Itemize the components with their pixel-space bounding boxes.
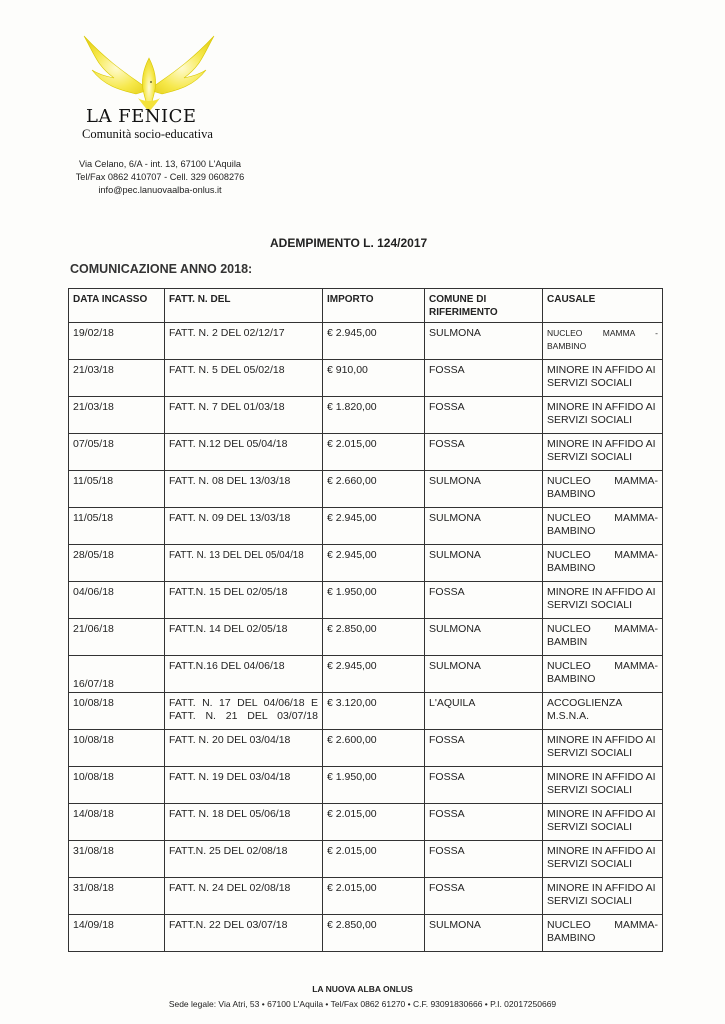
cell-causale: MINORE IN AFFIDO AI SERVIZI SOCIALI — [543, 878, 663, 915]
table-row — [69, 841, 663, 878]
table-row — [69, 471, 663, 508]
cell-fattura: FATT. N. 17 DEL 04/06/18 E FATT. N. 21 DEL 03/07/18 — [165, 693, 323, 730]
cell-causale: MINORE IN AFFIDO AI SERVIZI SOCIALI — [543, 582, 663, 619]
cell-causale: NUCLEO MAMMA-BAMBINO — [543, 508, 663, 545]
cell-comune: SULMONA — [425, 619, 543, 656]
cell-data: 14/08/18 — [69, 804, 165, 841]
cell-data: 21/03/18 — [69, 360, 165, 397]
cell-importo: € 2.850,00 — [323, 915, 425, 952]
cell-comune: SULMONA — [425, 471, 543, 508]
cell-fattura: FATT. N. 19 DEL 03/04/18 — [165, 767, 323, 804]
cell-comune: FOSSA — [425, 397, 543, 434]
cell-fattura: FATT. N. 24 DEL 02/08/18 — [165, 878, 323, 915]
cell-data: 16/07/18 — [69, 656, 165, 693]
document-subtitle: COMUNICAZIONE ANNO 2018: — [70, 262, 253, 276]
table-row — [69, 878, 663, 915]
cell-importo: € 1.950,00 — [323, 582, 425, 619]
cell-importo: € 2.945,00 — [323, 545, 425, 582]
table-row — [69, 323, 663, 360]
cell-fattura: FATT.N. 25 DEL 02/08/18 — [165, 841, 323, 878]
cell-fattura: FATT. N. 20 DEL 03/04/18 — [165, 730, 323, 767]
table-row — [69, 434, 663, 471]
cell-comune: FOSSA — [425, 730, 543, 767]
table-header-row — [69, 289, 663, 323]
cell-comune: SULMONA — [425, 915, 543, 952]
cell-causale: ACCOGLIENZA M.S.N.A. — [543, 693, 663, 730]
cell-causale: MINORE IN AFFIDO AI SERVIZI SOCIALI — [543, 397, 663, 434]
cell-data: 10/08/18 — [69, 767, 165, 804]
cell-causale: NUCLEO MAMMA-BAMBINO — [543, 915, 663, 952]
table-row — [69, 730, 663, 767]
cell-importo: € 2.850,00 — [323, 619, 425, 656]
cell-fattura: FATT.N. 22 DEL 03/07/18 — [165, 915, 323, 952]
cell-importo: € 3.120,00 — [323, 693, 425, 730]
cell-data: 04/06/18 — [69, 582, 165, 619]
table-row — [69, 545, 663, 582]
cell-importo: € 1.950,00 — [323, 767, 425, 804]
org-subtitle: Comunità socio-educativa — [82, 127, 213, 141]
header-comune: COMUNE DI RIFERIMENTO — [425, 289, 543, 323]
cell-importo: € 1.820,00 — [323, 397, 425, 434]
footer-address: Sede legale: Via Atri, 53 • 67100 L'Aquila • Tel/Fax 0862 61270 • C.F. 93091830666 • P.I. 02017250669 — [168, 999, 557, 1009]
cell-data: 10/08/18 — [69, 693, 165, 730]
table-row — [69, 619, 663, 656]
cell-comune: FOSSA — [425, 878, 543, 915]
cell-fattura: FATT. N. 08 DEL 13/03/18 — [165, 471, 323, 508]
cell-importo: € 2.945,00 — [323, 508, 425, 545]
cell-causale: NUCLEO MAMMA - BAMBINO — [543, 323, 663, 360]
cell-fattura: FATT. N. 7 DEL 01/03/18 — [165, 397, 323, 434]
cell-data: 11/05/18 — [69, 471, 165, 508]
cell-causale: NUCLEO MAMMA-BAMBINO — [543, 545, 663, 582]
table-row — [69, 360, 663, 397]
document-title: ADEMPIMENTO L. 124/2017 — [270, 236, 428, 250]
cell-fattura: FATT. N. 09 DEL 13/03/18 — [165, 508, 323, 545]
cell-causale: NUCLEO MAMMA-BAMBIN — [543, 619, 663, 656]
cell-data: 10/08/18 — [69, 730, 165, 767]
cell-causale: NUCLEO MAMMA-BAMBINO — [543, 656, 663, 693]
table-row — [69, 693, 663, 730]
cell-fattura: FATT. N. 2 DEL 02/12/17 — [165, 323, 323, 360]
cell-fattura: FATT. N. 5 DEL 05/02/18 — [165, 360, 323, 397]
org-phone: Tel/Fax 0862 410707 - Cell. 329 0608276 — [75, 172, 245, 182]
cell-comune: L'AQUILA — [425, 693, 543, 730]
table-row — [69, 508, 663, 545]
cell-causale: MINORE IN AFFIDO AI SERVIZI SOCIALI — [543, 730, 663, 767]
cell-comune: FOSSA — [425, 582, 543, 619]
table-row — [69, 915, 663, 952]
cell-causale: NUCLEO MAMMA-BAMBINO — [543, 471, 663, 508]
table-row — [69, 767, 663, 804]
cell-causale: MINORE IN AFFIDO AI SERVIZI SOCIALI — [543, 767, 663, 804]
cell-causale: MINORE IN AFFIDO AI SERVIZI SOCIALI — [543, 360, 663, 397]
cell-fattura: FATT. N. 13 DEL DEL 05/04/18 — [165, 545, 323, 582]
cell-data: 31/08/18 — [69, 878, 165, 915]
cell-data: 07/05/18 — [69, 434, 165, 471]
payments-table — [68, 288, 663, 952]
cell-data: 14/09/18 — [69, 915, 165, 952]
contact-block — [70, 158, 250, 197]
cell-data: 31/08/18 — [69, 841, 165, 878]
header-importo: IMPORTO — [323, 289, 425, 323]
cell-comune: FOSSA — [425, 767, 543, 804]
cell-comune: SULMONA — [425, 656, 543, 693]
cell-data: 21/06/18 — [69, 619, 165, 656]
table-row — [69, 582, 663, 619]
table-row — [69, 397, 663, 434]
cell-comune: FOSSA — [425, 360, 543, 397]
cell-importo: € 2.945,00 — [323, 656, 425, 693]
org-name: LA FENICE — [86, 106, 197, 127]
cell-comune: SULMONA — [425, 545, 543, 582]
cell-comune: FOSSA — [425, 841, 543, 878]
org-address: Via Celano, 6/A - int. 13, 67100 L'Aquila — [79, 159, 241, 169]
cell-importo: € 2.945,00 — [323, 323, 425, 360]
org-email: info@pec.lanuovaalba-onlus.it — [98, 185, 222, 195]
cell-causale: MINORE IN AFFIDO AI SERVIZI SOCIALI — [543, 804, 663, 841]
cell-importo: € 2.015,00 — [323, 878, 425, 915]
cell-fattura: FATT. N. 18 DEL 05/06/18 — [165, 804, 323, 841]
cell-comune: SULMONA — [425, 323, 543, 360]
cell-importo: € 2.015,00 — [323, 804, 425, 841]
cell-causale: MINORE IN AFFIDO AI SERVIZI SOCIALI — [543, 841, 663, 878]
cell-fattura: FATT.N. 14 DEL 02/05/18 — [165, 619, 323, 656]
header-fattura: FATT. N. DEL — [165, 289, 323, 323]
cell-causale: MINORE IN AFFIDO AI SERVIZI SOCIALI — [543, 434, 663, 471]
cell-comune: FOSSA — [425, 434, 543, 471]
table-row — [69, 804, 663, 841]
cell-importo: € 2.015,00 — [323, 434, 425, 471]
cell-data: 11/05/18 — [69, 508, 165, 545]
cell-importo: € 2.600,00 — [323, 730, 425, 767]
cell-fattura: FATT.N. 15 DEL 02/05/18 — [165, 582, 323, 619]
header-data-incasso: DATA INCASSO — [69, 289, 165, 323]
cell-importo: € 2.015,00 — [323, 841, 425, 878]
header-causale: CAUSALE — [543, 289, 663, 323]
cell-comune: SULMONA — [425, 508, 543, 545]
cell-data: 19/02/18 — [69, 323, 165, 360]
table-row — [69, 656, 663, 693]
cell-fattura: FATT. N.12 DEL 05/04/18 — [165, 434, 323, 471]
cell-importo: € 910,00 — [323, 360, 425, 397]
cell-fattura: FATT.N.16 DEL 04/06/18 — [165, 656, 323, 693]
cell-comune: FOSSA — [425, 804, 543, 841]
footer-org-name: LA NUOVA ALBA ONLUS — [312, 984, 413, 994]
phoenix-logo-icon — [74, 28, 224, 114]
cell-data: 28/05/18 — [69, 545, 165, 582]
cell-importo: € 2.660,00 — [323, 471, 425, 508]
cell-data: 21/03/18 — [69, 397, 165, 434]
